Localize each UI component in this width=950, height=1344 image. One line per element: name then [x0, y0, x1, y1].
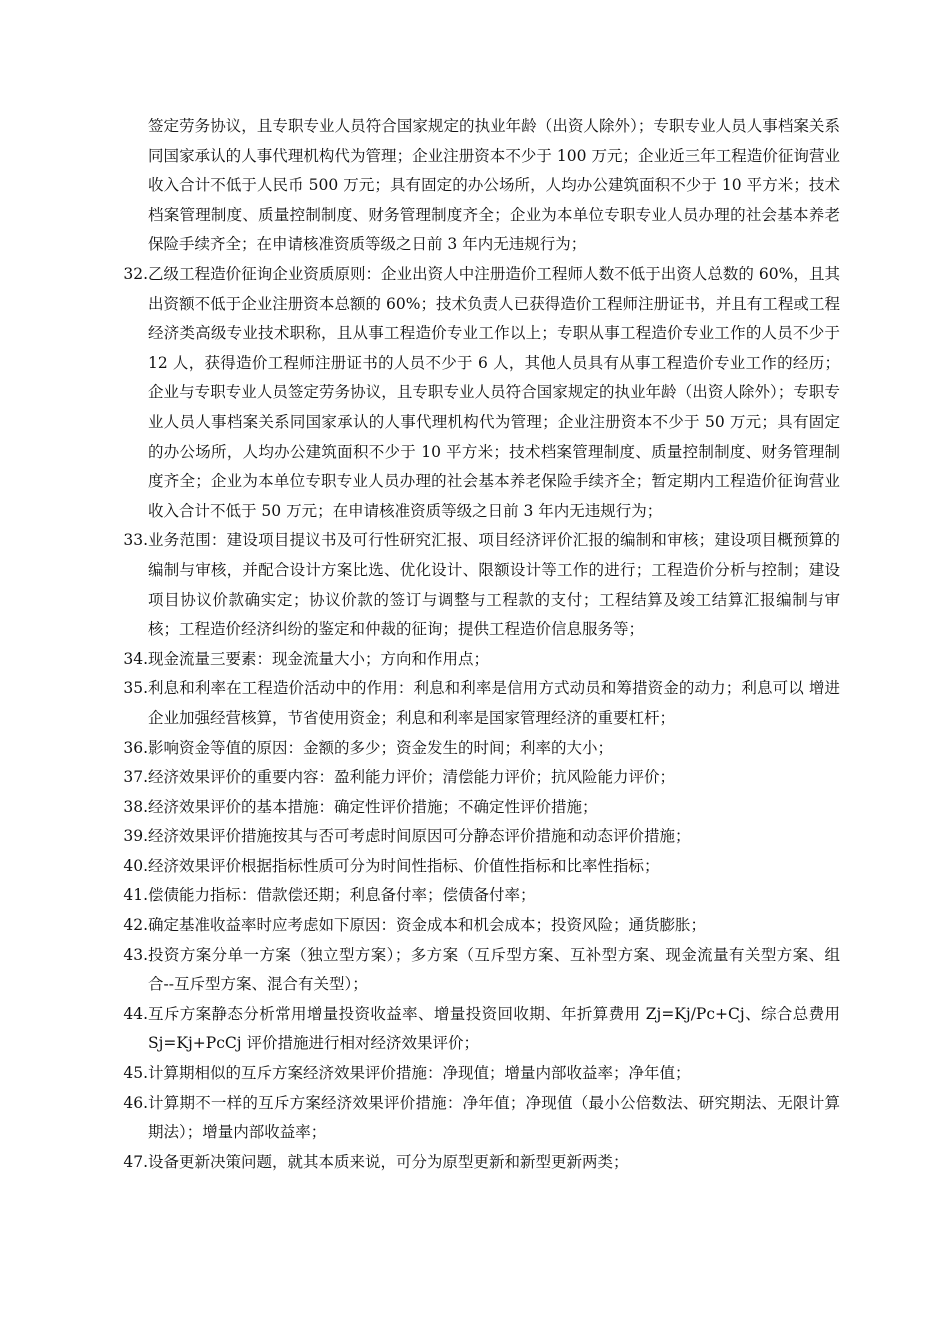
list-item	[110, 1148, 840, 1178]
list-item	[110, 734, 840, 764]
item-text: 经济效果评价的基本措施：确定性评价措施；不确定性评价措施；	[148, 797, 598, 816]
list-item	[110, 941, 840, 1000]
list-item	[110, 674, 840, 733]
list-item	[110, 526, 840, 644]
item-number: 46.	[123, 1093, 148, 1112]
item-number: 43.	[123, 945, 148, 964]
item-text: 经济效果评价的重要内容：盈利能力评价；清偿能力评价；抗风险能力评价；	[148, 768, 676, 787]
list-item	[110, 1000, 840, 1059]
item-text: 经济效果评价根据指标性质可分为时间性指标、价值性指标和比率性指标；	[148, 856, 660, 875]
item-text: 影响资金等值的原因：金额的多少；资金发生的时间；利率的大小；	[148, 738, 614, 757]
list-item	[110, 793, 840, 823]
list-item	[110, 822, 840, 852]
item-number: 42.	[123, 916, 148, 935]
list-item	[110, 260, 840, 526]
list-item	[110, 881, 840, 911]
numbered-list	[110, 260, 840, 1177]
list-item	[110, 763, 840, 793]
item-number: 45.	[123, 1064, 148, 1083]
item-number: 47.	[123, 1152, 148, 1171]
item-number: 38.	[123, 797, 148, 816]
item-text: 计算期相似的互斥方案经济效果评价措施：净现值；增量内部收益率；净年值；	[148, 1064, 691, 1083]
item-text: 现金流量三要素：现金流量大小；方向和作用点；	[148, 649, 490, 668]
item-number: 40.	[123, 856, 148, 875]
item-text: 互斥方案静态分析常用增量投资收益率、增量投资回收期、年折算费用 Zj=Kj/Pc+Cj、综合总费用 Sj=Kj+PcCj 评价措施进行相对经济效果评价；	[148, 1004, 840, 1053]
list-item	[110, 852, 840, 882]
item-text: 投资方案分单一方案（独立型方案）；多方案（互斥型方案、互补型方案、现金流量有关型方案、组合--互斥型方案、混合有关型）；	[148, 945, 840, 994]
list-item	[110, 645, 840, 675]
item-text: 偿债能力指标：借款偿还期；利息备付率；偿债备付率；	[148, 886, 536, 905]
item-text: 利息和利率在工程造价活动中的作用：利息和利率是信用方式动员和筹措资金的动力；利息可以 增进企业加强经营核算，节省使用资金；利息和利率是国家管理经济的重要杠杆；	[148, 679, 840, 727]
continuation-text: 签定劳务协议，且专职专业人员符合国家规定的执业年龄（出资人除外）；专职专业人员人事档案关系同国家承认的人事代理机构代为管理；企业注册资本不少于 100 万元；企业近三年工程造价征询营业收入合计不低于人民币 500 万元；具有固定的办公场所，人均办公建筑面积不少于 10 平方米；技术档案管理制度、质量控制制度、财务管理制度齐全；企业为本单位专职专业人员办理的社会基本养老保险手续齐全；在申请核准资质等级之日前 3 年内无违规行为；	[148, 117, 840, 254]
list-item	[110, 911, 840, 941]
item-text: 业务范围：建设项目提议书及可行性研究汇报、项目经济评价汇报的编制和审核；建设项目概预算的编制与审核，并配合设计方案比选、优化设计、限额设计等工作的进行；工程造价分析与控制；建设项目协议价款确实定；协议价款的签订与调整与工程款的支付；工程结算及竣工结算汇报编制与审核；工程造价经济纠纷的鉴定和仲裁的征询；提供工程造价信息服务等；	[148, 531, 840, 639]
item-text: 确定基准收益率时应考虑如下原因：资金成本和机会成本；投资风险；通货膨胀；	[148, 916, 707, 935]
item-number: 39.	[123, 827, 148, 846]
item-text: 设备更新决策问题，就其本质来说，可分为原型更新和新型更新两类；	[148, 1152, 629, 1171]
item-number: 34.	[123, 649, 148, 668]
item-number: 37.	[123, 768, 148, 787]
list-item	[110, 1089, 840, 1148]
list-item	[110, 1059, 840, 1089]
item-number: 35.	[123, 679, 148, 698]
item-number: 41.	[123, 886, 148, 905]
item-text: 经济效果评价措施按其与否可考虑时间原因可分静态评价措施和动态评价措施；	[148, 827, 691, 846]
item-number: 33.	[123, 531, 148, 550]
item-number: 36.	[123, 738, 148, 757]
continuation-paragraph	[148, 112, 840, 260]
item-text: 乙级工程造价征询企业资质原则：企业出资人中注册造价工程师人数不低于出资人总数的 60%，且其出资额不低于企业注册资本总额的 60%；技术负责人已获得造价工程师注册证书，并且有工程或工程经济类高级专业技术职称，且从事工程造价专业工作以上；专职从事工程造价专业工作的人员不少于 12 人，获得造价工程师注册证书的人员不少于 6 人，其他人员具有从事工程造价专业工作的经历；企业与专职专业人员签定劳务协议，且专职专业人员符合国家规定的执业年龄（出资人除外）；专职专业人员人事档案关系同国家承认的人事代理机构代为管理；企业注册资本不少于 50 万元；具有固定的办公场所，人均办公建筑面积不少于 10 平方米；技术档案管理制度、质量控制制度、财务管理制度齐全；企业为本单位专职专业人员办理的社会基本养老保险手续齐全；暂定期内工程造价征询营业收入合计不低于 50 万元；在申请核准资质等级之日前 3 年内无违规行为；	[148, 265, 840, 520]
item-text: 计算期不一样的互斥方案经济效果评价措施：净年值；净现值（最小公倍数法、研究期法、无限计算期法）；增量内部收益率；	[148, 1093, 840, 1142]
item-number: 32.	[123, 265, 148, 283]
item-number: 44.	[123, 1004, 148, 1023]
